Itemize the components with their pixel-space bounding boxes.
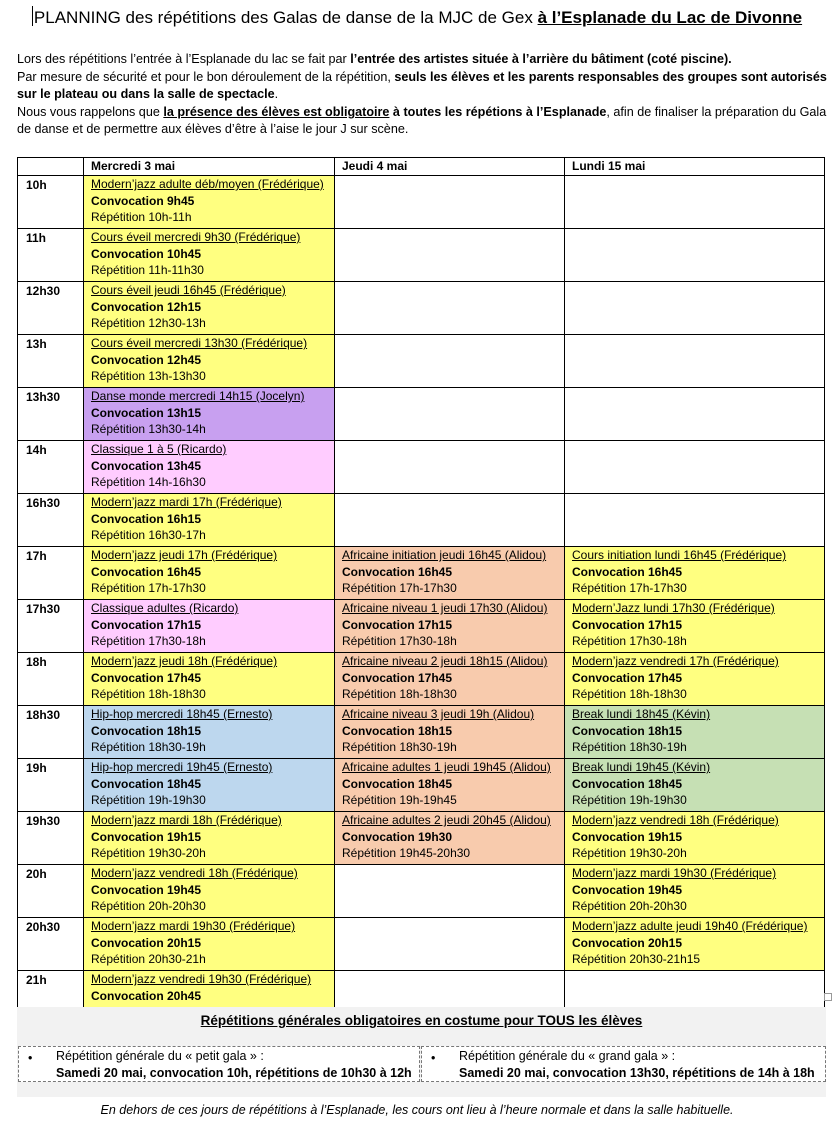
course-name: Modern’jazz jeudi 18h (Frédérique) bbox=[91, 654, 278, 668]
slot-cell-wednesday bbox=[84, 335, 335, 388]
rehearsal-time: Répétition 19h-19h45 bbox=[342, 793, 457, 808]
intro-p3-d: , afin de finaliser la préparation du Gala de danse et de permettre aux élèves d’être à l’aise le jour J sur scène. bbox=[17, 104, 827, 137]
slot-cell-thursday bbox=[335, 494, 565, 547]
slot-cell-wednesday bbox=[84, 441, 335, 494]
slot-cell-thursday bbox=[335, 600, 565, 653]
rehearsal-time: Répétition 20h-20h30 bbox=[572, 899, 687, 914]
convocation-time: Convocation 18h45 bbox=[342, 776, 453, 791]
convocation-time: Convocation 18h45 bbox=[91, 776, 202, 791]
table-row bbox=[18, 229, 825, 282]
header-monday: Lundi 15 mai bbox=[565, 158, 825, 176]
petit-gala-item bbox=[18, 1046, 420, 1082]
convocation-time: Convocation 9h45 bbox=[91, 193, 195, 208]
time-cell: 18h30 bbox=[18, 706, 84, 759]
bullet-icon: • bbox=[28, 1051, 33, 1065]
course-name: Africaine niveau 1 jeudi 17h30 (Alidou) bbox=[342, 601, 548, 615]
slot-cell-thursday bbox=[335, 653, 565, 706]
slot-cell-monday bbox=[565, 759, 825, 812]
header-thursday: Jeudi 4 mai bbox=[335, 158, 565, 176]
rehearsal-time: Répétition 20h30-21h bbox=[91, 952, 206, 967]
convocation-time: Convocation 16h45 bbox=[342, 564, 453, 579]
slot-cell-monday bbox=[565, 812, 825, 865]
intro-p3-c: à toutes les répétions à l’Esplanade bbox=[389, 104, 607, 119]
page-title bbox=[0, 6, 834, 30]
slot-cell-monday bbox=[565, 494, 825, 547]
rehearsal-time: Répétition 13h30-14h bbox=[91, 422, 206, 437]
header-wednesday: Mercredi 3 mai bbox=[84, 158, 335, 176]
planning-table bbox=[17, 157, 825, 1024]
grand-gala-label: Répétition générale du « grand gala » : bbox=[459, 1049, 676, 1063]
rehearsal-time: Répétition 17h30-18h bbox=[572, 634, 687, 649]
convocation-time: Convocation 19h45 bbox=[91, 882, 202, 897]
intro-p3-b: la présence des élèves est obligatoire bbox=[163, 104, 390, 119]
table-row bbox=[18, 812, 825, 865]
bullet-icon: • bbox=[431, 1051, 436, 1065]
slot-cell-monday bbox=[565, 229, 825, 282]
time-cell: 13h30 bbox=[18, 388, 84, 441]
table-row bbox=[18, 706, 825, 759]
slot-cell-thursday bbox=[335, 812, 565, 865]
intro-p1-a: Lors des répétitions l’entrée à l’Esplanade du lac se fait par bbox=[17, 52, 351, 66]
time-cell: 12h30 bbox=[18, 282, 84, 335]
course-name: Modern’jazz mardi 17h (Frédérique) bbox=[91, 495, 282, 509]
convocation-time: Convocation 20h45 bbox=[91, 988, 202, 1003]
rehearsal-time: Répétition 14h-16h30 bbox=[91, 475, 206, 490]
slot-cell-wednesday bbox=[84, 600, 335, 653]
intro-text bbox=[17, 51, 829, 139]
slot-cell-monday bbox=[565, 441, 825, 494]
rehearsal-time: Répétition 19h-19h30 bbox=[572, 793, 687, 808]
table-body bbox=[18, 176, 825, 1024]
text-cursor bbox=[32, 6, 33, 26]
header-time bbox=[18, 158, 84, 176]
slot-cell-thursday bbox=[335, 441, 565, 494]
intro-p3-a: Nous vous rappelons que bbox=[17, 104, 164, 119]
course-name: Africaine niveau 3 jeudi 19h (Alidou) bbox=[342, 707, 535, 721]
grand-gala-detail: Samedi 20 mai, convocation 13h30, répétitions de 14h à 18h bbox=[459, 1066, 815, 1080]
course-name: Danse monde mercredi 14h15 (Jocelyn) bbox=[91, 389, 305, 403]
intro-paragraph-3 bbox=[17, 104, 829, 139]
table-row bbox=[18, 494, 825, 547]
rehearsal-time: Répétition 13h-13h30 bbox=[91, 369, 206, 384]
course-name: Break lundi 19h45 (Kévin) bbox=[572, 760, 711, 774]
convocation-time: Convocation 17h45 bbox=[91, 670, 202, 685]
time-cell: 18h bbox=[18, 653, 84, 706]
convocation-time: Convocation 19h15 bbox=[572, 829, 683, 844]
slot-cell-monday bbox=[565, 653, 825, 706]
rehearsal-time: Répétition 11h-11h30 bbox=[91, 263, 204, 278]
rehearsal-time: Répétition 18h30-19h bbox=[572, 740, 687, 755]
slot-cell-monday bbox=[565, 600, 825, 653]
course-name: Classique 1 à 5 (Ricardo) bbox=[91, 442, 227, 456]
slot-cell-wednesday bbox=[84, 282, 335, 335]
course-name: Modern’jazz vendredi 18h (Frédérique) bbox=[91, 866, 298, 880]
time-cell: 17h bbox=[18, 547, 84, 600]
course-name: Modern’jazz adulte jeudi 19h40 (Frédérique) bbox=[572, 919, 808, 933]
slot-cell-wednesday bbox=[84, 494, 335, 547]
table-row bbox=[18, 335, 825, 388]
slot-cell-wednesday bbox=[84, 918, 335, 971]
slot-cell-wednesday bbox=[84, 759, 335, 812]
table-row bbox=[18, 918, 825, 971]
time-cell: 17h30 bbox=[18, 600, 84, 653]
convocation-time: Convocation 18h15 bbox=[342, 723, 453, 738]
slot-cell-thursday bbox=[335, 388, 565, 441]
slot-cell-thursday bbox=[335, 547, 565, 600]
title-place: à l’Esplanade du Lac de Divonne bbox=[537, 8, 803, 27]
time-cell: 19h bbox=[18, 759, 84, 812]
course-name: Africaine niveau 2 jeudi 18h15 (Alidou) bbox=[342, 654, 548, 668]
slot-cell-thursday bbox=[335, 282, 565, 335]
time-cell: 14h bbox=[18, 441, 84, 494]
rehearsal-time: Répétition 19h-19h30 bbox=[91, 793, 206, 808]
title-main: PLANNING des répétitions des Galas de danse de la MJC de Gex bbox=[33, 8, 538, 27]
slot-cell-monday bbox=[565, 547, 825, 600]
rehearsal-time: Répétition 18h-18h30 bbox=[91, 687, 206, 702]
petit-gala-detail: Samedi 20 mai, convocation 10h, répétitions de 10h30 à 12h bbox=[56, 1066, 412, 1080]
slot-cell-thursday bbox=[335, 706, 565, 759]
slot-cell-wednesday bbox=[84, 865, 335, 918]
convocation-time: Convocation 19h15 bbox=[91, 829, 202, 844]
intro-p2-a: Par mesure de sécurité et pour le bon déroulement de la répétition, bbox=[17, 69, 395, 84]
intro-paragraph-2 bbox=[17, 69, 829, 104]
course-name: Cours initiation lundi 16h45 (Frédérique) bbox=[572, 548, 787, 562]
rehearsal-time: Répétition 17h30-18h bbox=[342, 634, 457, 649]
footer-note: En dehors de ces jours de répétitions à l’Esplanade, les cours ont lieu à l’heure normale et dans la salle habituelle. bbox=[100, 1103, 734, 1117]
slot-cell-monday bbox=[565, 918, 825, 971]
rehearsal-time: Répétition 19h30-20h bbox=[91, 846, 206, 861]
slot-cell-monday bbox=[565, 388, 825, 441]
course-name: Cours éveil mercredi 13h30 (Frédérique) bbox=[91, 336, 308, 350]
course-name: Hip-hop mercredi 18h45 (Ernesto) bbox=[91, 707, 273, 721]
table-row bbox=[18, 547, 825, 600]
petit-gala-label: Répétition générale du « petit gala » : bbox=[56, 1049, 264, 1063]
convocation-time: Convocation 17h45 bbox=[572, 670, 683, 685]
convocation-time: Convocation 13h45 bbox=[91, 458, 202, 473]
rehearsal-time: Répétition 17h30-18h bbox=[91, 634, 206, 649]
rehearsal-time: Répétition 18h30-19h bbox=[342, 740, 457, 755]
rehearsal-time: Répétition 10h-11h bbox=[91, 210, 192, 225]
course-name: Modern’jazz jeudi 17h (Frédérique) bbox=[91, 548, 278, 562]
convocation-time: Convocation 19h30 bbox=[342, 829, 453, 844]
time-cell: 10h bbox=[18, 176, 84, 229]
table-row bbox=[18, 441, 825, 494]
convocation-time: Convocation 18h15 bbox=[91, 723, 202, 738]
intro-paragraph-1 bbox=[17, 51, 829, 69]
time-cell: 19h30 bbox=[18, 812, 84, 865]
rehearsal-time: Répétition 17h-17h30 bbox=[572, 581, 687, 596]
rehearsal-time: Répétition 20h30-21h15 bbox=[572, 952, 701, 967]
table-header-row bbox=[18, 158, 825, 176]
table-row bbox=[18, 600, 825, 653]
convocation-time: Convocation 20h15 bbox=[572, 935, 683, 950]
general-rehearsals-section bbox=[17, 1007, 826, 1097]
slot-cell-wednesday bbox=[84, 653, 335, 706]
intro-p2-c: . bbox=[274, 87, 279, 102]
convocation-time: Convocation 17h15 bbox=[342, 617, 453, 632]
table-row bbox=[18, 282, 825, 335]
slot-cell-monday bbox=[565, 706, 825, 759]
rehearsal-time: Répétition 16h30-17h bbox=[91, 528, 206, 543]
rehearsal-time: Répétition 17h-17h30 bbox=[342, 581, 457, 596]
course-name: Modern’Jazz lundi 17h30 (Frédérique) bbox=[572, 601, 775, 615]
convocation-time: Convocation 17h45 bbox=[342, 670, 453, 685]
rehearsal-time: Répétition 20h-20h30 bbox=[91, 899, 206, 914]
course-name: Africaine adultes 1 jeudi 19h45 (Alidou) bbox=[342, 760, 551, 774]
table-resize-handle[interactable] bbox=[824, 993, 832, 1001]
course-name: Break lundi 18h45 (Kévin) bbox=[572, 707, 711, 721]
convocation-time: Convocation 19h45 bbox=[572, 882, 683, 897]
course-name: Modern’jazz vendredi 18h (Frédérique) bbox=[572, 813, 779, 827]
course-name: Modern’jazz mardi 18h (Frédérique) bbox=[91, 813, 282, 827]
course-name: Classique adultes (Ricardo) bbox=[91, 601, 239, 615]
convocation-time: Convocation 16h45 bbox=[572, 564, 683, 579]
slot-cell-thursday bbox=[335, 229, 565, 282]
intro-p2-b: seuls les élèves et les parents responsables des groupes sont autorisés sur le plateau ou dans la salle de spectacle bbox=[17, 69, 827, 102]
time-cell: 20h30 bbox=[18, 918, 84, 971]
convocation-time: Convocation 16h45 bbox=[91, 564, 202, 579]
course-name: Modern’jazz vendredi 19h30 (Frédérique) bbox=[91, 972, 312, 986]
course-name: Modern’jazz mardi 19h30 (Frédérique) bbox=[572, 866, 777, 880]
general-rehearsals-title: Répétitions générales obligatoires en costume pour TOUS les élèves bbox=[200, 1013, 643, 1028]
convocation-time: Convocation 12h15 bbox=[91, 299, 202, 314]
course-name: Modern’jazz vendredi 17h (Frédérique) bbox=[572, 654, 779, 668]
convocation-time: Convocation 16h15 bbox=[91, 511, 202, 526]
slot-cell-wednesday bbox=[84, 229, 335, 282]
slot-cell-thursday bbox=[335, 918, 565, 971]
convocation-time: Convocation 13h15 bbox=[91, 405, 202, 420]
slot-cell-wednesday bbox=[84, 706, 335, 759]
rehearsal-time: Répétition 18h30-19h bbox=[91, 740, 206, 755]
rehearsal-time: Répétition 17h-17h30 bbox=[91, 581, 206, 596]
slot-cell-thursday bbox=[335, 176, 565, 229]
time-cell: 11h bbox=[18, 229, 84, 282]
time-cell: 21h bbox=[18, 971, 84, 1024]
slot-cell-monday bbox=[565, 865, 825, 918]
slot-cell-thursday bbox=[335, 865, 565, 918]
course-name: Africaine adultes 2 jeudi 20h45 (Alidou) bbox=[342, 813, 551, 827]
course-name: Modern’jazz adulte déb/moyen (Frédérique) bbox=[91, 177, 324, 191]
slot-cell-wednesday bbox=[84, 547, 335, 600]
slot-cell-monday bbox=[565, 335, 825, 388]
convocation-time: Convocation 12h45 bbox=[91, 352, 202, 367]
convocation-time: Convocation 18h15 bbox=[572, 723, 683, 738]
slot-cell-wednesday bbox=[84, 812, 335, 865]
table-row bbox=[18, 865, 825, 918]
convocation-time: Convocation 17h15 bbox=[572, 617, 683, 632]
course-name: Cours éveil mercredi 9h30 (Frédérique) bbox=[91, 230, 301, 244]
rehearsal-time: Répétition 19h30-20h bbox=[572, 846, 687, 861]
table-row bbox=[18, 759, 825, 812]
rehearsal-time: Répétition 18h-18h30 bbox=[342, 687, 457, 702]
table-row bbox=[18, 653, 825, 706]
grand-gala-item bbox=[421, 1046, 826, 1082]
time-cell: 16h30 bbox=[18, 494, 84, 547]
slot-cell-wednesday bbox=[84, 176, 335, 229]
convocation-time: Convocation 18h45 bbox=[572, 776, 683, 791]
time-cell: 13h bbox=[18, 335, 84, 388]
course-name: Hip-hop mercredi 19h45 (Ernesto) bbox=[91, 760, 273, 774]
course-name: Cours éveil jeudi 16h45 (Frédérique) bbox=[91, 283, 286, 297]
slot-cell-thursday bbox=[335, 335, 565, 388]
table-row bbox=[18, 388, 825, 441]
time-cell: 20h bbox=[18, 865, 84, 918]
slot-cell-monday bbox=[565, 282, 825, 335]
table-row bbox=[18, 176, 825, 229]
slot-cell-thursday bbox=[335, 759, 565, 812]
slot-cell-monday bbox=[565, 176, 825, 229]
intro-p1-b: l’entrée des artistes située à l’arrière du bâtiment (coté piscine). bbox=[350, 52, 732, 66]
course-name: Africaine initiation jeudi 16h45 (Alidou) bbox=[342, 548, 547, 562]
rehearsal-time: Répétition 12h30-13h bbox=[91, 316, 206, 331]
course-name: Modern’jazz mardi 19h30 (Frédérique) bbox=[91, 919, 296, 933]
slot-cell-wednesday bbox=[84, 388, 335, 441]
convocation-time: Convocation 20h15 bbox=[91, 935, 202, 950]
rehearsal-time: Répétition 19h45-20h30 bbox=[342, 846, 471, 861]
convocation-time: Convocation 10h45 bbox=[91, 246, 202, 261]
convocation-time: Convocation 17h15 bbox=[91, 617, 202, 632]
rehearsal-time: Répétition 18h-18h30 bbox=[572, 687, 687, 702]
